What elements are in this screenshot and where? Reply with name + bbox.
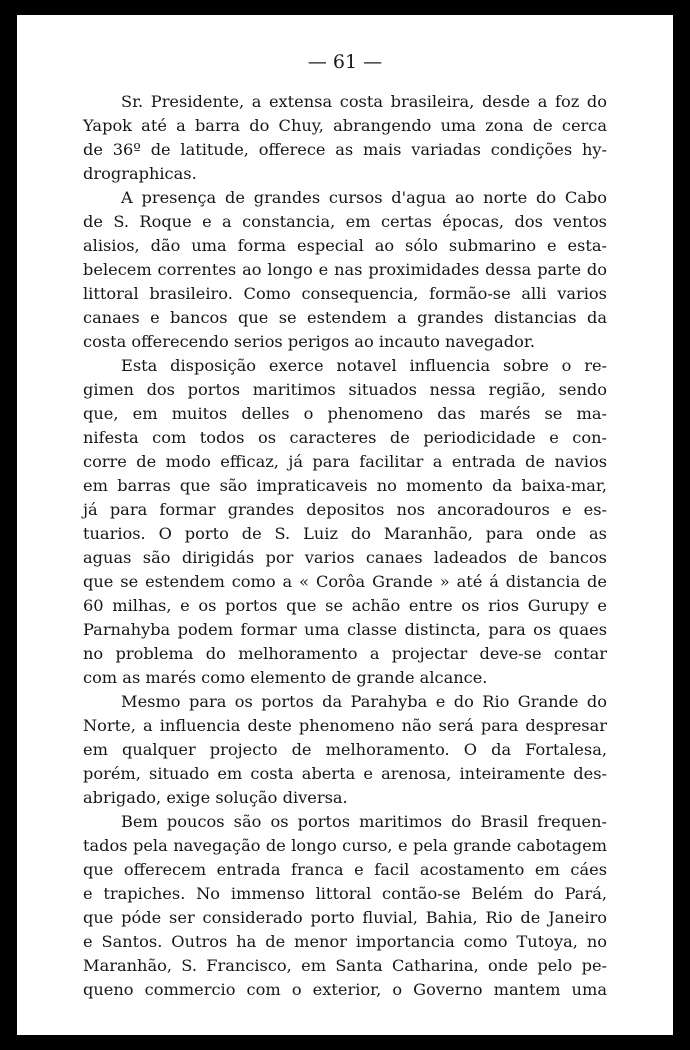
- text-line: que, em muitos delles o phenomeno das marés se ma-: [83, 404, 607, 423]
- text-line: e Santos. Outros ha de menor importancia como Tutoya, no: [83, 932, 607, 951]
- text-line: nifesta com todos os caracteres de periodicidade e con-: [83, 428, 607, 447]
- text-line: Yapok até a barra do Chuy, abrangendo uma zona de cerca: [83, 116, 607, 135]
- text-line: Parnahyba podem formar uma classe distincta, para os quaes: [83, 620, 607, 639]
- text-line: de S. Roque e a constancia, em certas épocas, dos ventos: [83, 212, 607, 231]
- text-line: tuarios. O porto de S. Luiz do Maranhão, para onde as: [83, 524, 607, 543]
- text-line: littoral brasileiro. Como consequencia, formão-se alli varios: [83, 284, 607, 303]
- text-line: abrigado, exige solução diversa.: [83, 788, 348, 807]
- text-line: alisios, dão uma forma especial ao sólo submarino e esta-: [83, 236, 607, 255]
- paragraph: [83, 810, 607, 1002]
- text-line: queno commercio com o exterior, o Governo mantem uma: [83, 980, 607, 999]
- text-line: aguas são dirigidás por varios canaes ladeados de bancos: [83, 548, 607, 567]
- body-text: [83, 90, 607, 1002]
- paragraph: [83, 90, 607, 186]
- text-line: gimen dos portos maritimos situados nessa região, sendo: [83, 380, 607, 399]
- text-line: que offerecem entrada franca e facil acostamento em cáes: [83, 860, 607, 879]
- text-line: que se estendem como a « Corôa Grande » até á distancia de: [83, 572, 607, 591]
- text-line: A presença de grandes cursos d'agua ao norte do Cabo: [121, 188, 607, 207]
- text-line: drographicas.: [83, 164, 197, 183]
- paragraph: [83, 354, 607, 690]
- text-line: Mesmo para os portos da Parahyba e do Rio Grande do: [121, 692, 607, 711]
- text-line: Bem poucos são os portos maritimos do Brasil frequen-: [121, 812, 607, 831]
- text-line: com as marés como elemento de grande alcance.: [83, 668, 488, 687]
- text-line: Norte, a influencia deste phenomeno não será para despresar: [83, 716, 607, 735]
- text-line: Sr. Presidente, a extensa costa brasileira, desde a foz do: [121, 92, 607, 111]
- paragraph: [83, 690, 607, 810]
- text-line: corre de modo efficaz, já para facilitar a entrada de navios: [83, 452, 607, 471]
- text-line: porém, situado em costa aberta e arenosa, inteiramente des-: [83, 764, 607, 783]
- text-line: no problema do melhoramento a projectar deve-se contar: [83, 644, 607, 663]
- book-page: [14, 12, 676, 1038]
- page-number: — 61 —: [307, 51, 383, 73]
- text-line: tados pela navegação de longo curso, e pela grande cabotagem: [83, 836, 607, 855]
- text-line: que póde ser considerado porto fluvial, Bahia, Rio de Janeiro: [83, 908, 607, 927]
- paragraph: [83, 186, 607, 354]
- text-line: e trapiches. No immenso littoral contão-se Belém do Pará,: [83, 884, 607, 903]
- text-line: já para formar grandes depositos nos ancoradouros e es-: [83, 500, 607, 519]
- text-line: de 36º de latitude, offerece as mais variadas condições hy-: [83, 140, 607, 159]
- text-line: Maranhão, S. Francisco, em Santa Catharina, onde pelo pe-: [83, 956, 607, 975]
- text-line: canaes e bancos que se estendem a grandes distancias da: [83, 308, 607, 327]
- text-line: 60 milhas, e os portos que se achão entre os rios Gurupy e: [83, 596, 607, 615]
- text-line: Esta disposição exerce notavel influencia sobre o re-: [121, 356, 607, 375]
- text-line: costa offerecendo serios perigos ao incauto navegador.: [83, 332, 536, 351]
- text-line: em barras que são impraticaveis no momento da baixa-mar,: [83, 476, 607, 495]
- text-line: em qualquer projecto de melhoramento. O da Fortalesa,: [83, 740, 607, 759]
- text-line: belecem correntes ao longo e nas proximidades dessa parte do: [83, 260, 607, 279]
